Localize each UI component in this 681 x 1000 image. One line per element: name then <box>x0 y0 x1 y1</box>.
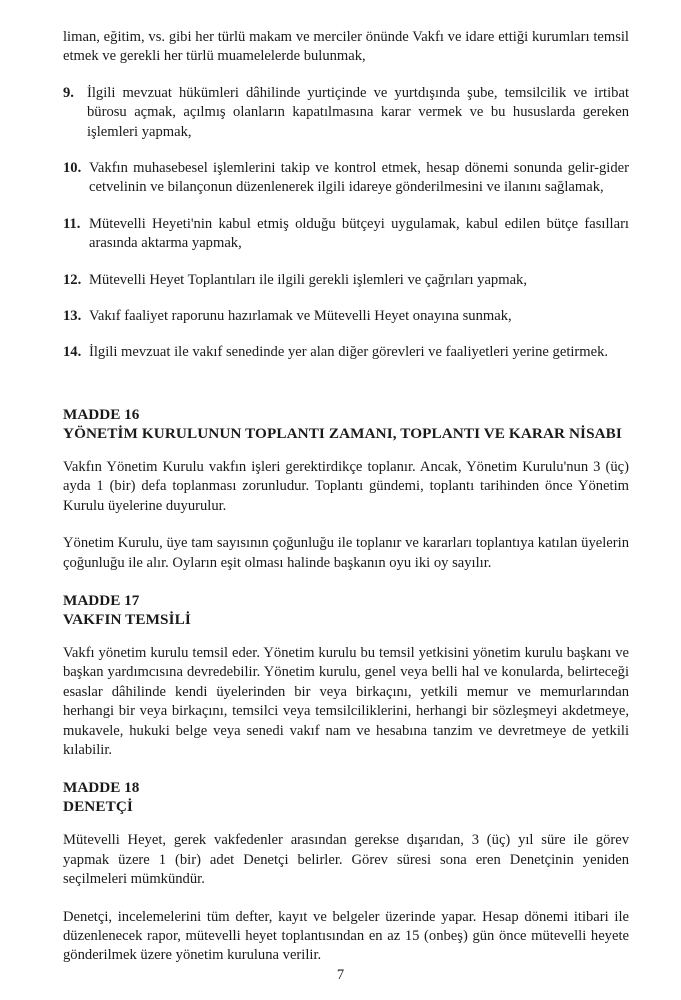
list-item-text: Mütevelli Heyet Toplantıları ile ilgili gerekli işlemleri ve çağrıları yapmak, <box>89 271 528 288</box>
section-number: MADDE 18 <box>63 779 140 797</box>
page-content <box>63 28 629 984</box>
section-title: YÖNETİM KURULUNUN TOPLANTI ZAMANI, TOPLANTI VE KARAR NİSABI <box>63 424 622 442</box>
section-paragraph: Denetçi, incelemelerini tüm defter, kayıt ve belgeler üzerinde yapar. Hesap dönemi itibari ile düzenlenecek rapor, mütevelli heyet toplantısından en az 15 (onbeş) gün önce mütevelli heyete gönderilmek üzere yönetim kuruluna verilir. <box>63 908 629 964</box>
list-item-text: Vakfın muhasebesel işlemlerini takip ve kontrol etmek, hesap dönemi sonunda gelir-gider cetvelinin ve bilançonun düzenlenerek ilgili idareye gönderilmesini ve ilanını sağlamak, <box>89 160 629 196</box>
section-title: DENETÇİ <box>63 798 133 816</box>
section-number: MADDE 17 <box>63 591 140 609</box>
list-item-number: 13. <box>63 308 82 325</box>
list-item <box>63 215 629 254</box>
section-number: MADDE 16 <box>63 405 140 423</box>
list-item-text: Mütevelli Heyeti'nin kabul etmiş olduğu bütçeyi uygulamak, kabul edilen bütçe fasılları arasında aktarma yapmak, <box>89 215 629 252</box>
list-item-text: İlgili mevzuat ile vakıf senedinde yer alan diğer görevleri ve faaliyetleri yerine getirmek. <box>89 344 609 361</box>
section-paragraph: Yönetim Kurulu, üye tam sayısının çoğunluğu ile toplanır ve kararları toplantıya katılan üyelerin çoğunluğu ile alır. Oyların eşit olması halinde başkanın oyu iki oy sayılır. <box>63 535 629 571</box>
section-paragraph: Vakfı yönetim kurulu temsil eder. Yönetim kurulu bu temsil yetkisini yönetim kurulu başkanı ve başkan yardımcısına devredebilir. Yönetim kurulu, genel veya belli hal ve konularda, belirteceği esaslar dâhilinde kendi üyelerinden bir veya birkaçını, yetkili memur ve memurlarından herhangi bir veya birkaçını, temsilci veya temsilciliklerini, herhangi bir sözleşmeyi akdetmeye, mukavele, hukuki belge veya senedi vakıf nam ve hesabına tanzim ve devretmeye de yetkili kılabilir. <box>63 644 629 758</box>
page-number: 7 <box>336 967 345 983</box>
list-item-number: 12. <box>63 271 82 288</box>
list-item-number: 11. <box>63 215 81 232</box>
list-item <box>63 307 629 326</box>
section-paragraph: Vakfın Yönetim Kurulu vakfın işleri gerektirdikçe toplanır. Ancak, Yönetim Kurulu'nun 3 (üç) ayda 1 (bir) defa toplanması zorunludur. Toplantı gündemi, toplantı tarihinden önce Yönetim Kurulu üyelerine duyurulur. <box>63 458 629 514</box>
list-item <box>63 159 629 198</box>
list-item-text: İlgili mevzuat hükümleri dâhilinde yurtiçinde ve yurtdışında şube, temsilcilik ve irtibat bürosu açmak, açılmış olanların kapatılmasına karar vermek ve bu hususlarda gereken işlemleri yapmak, <box>87 84 629 140</box>
list-item-number: 9. <box>63 84 74 101</box>
list-item-number: 10. <box>63 160 82 177</box>
list-item <box>63 271 629 290</box>
section-paragraph: Mütevelli Heyet, gerek vakfedenler arasından gerekse dışarıdan, 3 (üç) yıl süre ile görev yapmak üzere 1 (bir) adet Denetçi belirler. Görev süresi sona eren Denetçinin yeniden seçilmeleri mümkündür. <box>63 832 629 888</box>
list-item <box>63 343 629 362</box>
continuation-paragraph: liman, eğitim, vs. gibi her türlü makam ve merciler önünde Vakfı ve idare ettiği kurumları temsil etmek ve gerekli her türlü muamelelerde bulunmak, <box>63 29 629 65</box>
list-item-text: Vakıf faaliyet raporunu hazırlamak ve Mütevelli Heyet onayına sunmak, <box>89 308 512 325</box>
list-item-number: 14. <box>63 344 82 361</box>
section-title: VAKFIN TEMSİLİ <box>63 610 191 628</box>
list-item <box>63 84 629 142</box>
